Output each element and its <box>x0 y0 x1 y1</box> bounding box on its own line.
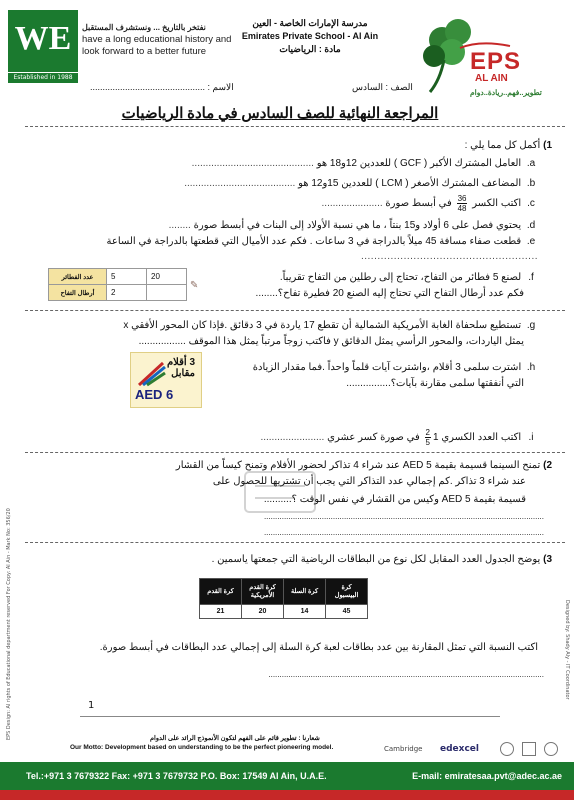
page-number: 1 <box>88 700 95 711</box>
table-header-row <box>200 579 368 605</box>
school-name-arabic: مدرسة الإمارات الخاصة - العين <box>252 18 368 28</box>
q1-item-c: c. اكتب الكسر $\frac{36}{48}$ في أبسط صورة ...................... <box>321 194 535 213</box>
q2-line3: قسيمة بقيمة 5 AED وكيس من القشار في نفس الوقت ؟.......... <box>263 494 526 505</box>
table-cell: أرطال التفاح <box>49 285 107 301</box>
answer-blank[interactable]: ........ <box>168 220 191 231</box>
answer-blank[interactable]: .............................................................................................................................. <box>263 528 544 537</box>
student-name-field[interactable]: الاسم : .............................................. <box>90 82 234 92</box>
q1-item-d: d. يحتوي فصل على 6 أولاد و15 بنتاً ، ما هي نسبة الأولاد إلى البنات في أبسط صورة ........ <box>168 220 536 231</box>
footer-divider <box>80 716 500 717</box>
pens-label: 3 أقلام مقابل <box>166 357 195 379</box>
pies-apples-table <box>48 268 187 301</box>
tagline-english-2: look forward to a better future <box>82 46 207 57</box>
table-cell: 21 <box>200 605 242 619</box>
divider <box>25 542 565 543</box>
side-copyright-text: EPS Design: Al rights of Educational department reserved For Copy: Al Ain - Mark No: 356/20 <box>6 508 12 740</box>
q1-item-f-line2: فكم عدد أرطال التفاح التي تحتاج إليه الصنع 20 فطيرة تفاح؟........ <box>255 288 524 299</box>
q1-item-e: e. قطعت صفاء مسافة 45 ميلاً بالدراجة في 3 ساعات . فكم عدد الأميال التي قطعتها بالدراجة في الساعة <box>106 236 536 247</box>
eps-logo-text: EPS <box>470 48 522 75</box>
q1-item-h-line2: التي أنفقتها سلمى مقارنة بآيات؟................ <box>346 378 524 389</box>
footer-contact: Tel.:+971 3 7679322 Fax: +971 3 7679732 P.O. Box: 17549 Al Ain, U.A.E. <box>26 771 327 781</box>
eps-tagline: تطوير..فهم..ريادة..دوام <box>470 88 542 97</box>
adec-logo-icon <box>544 742 558 756</box>
answer-blank[interactable]: ............................................ <box>191 158 314 169</box>
table-cell: عدد الفطائر <box>49 269 107 285</box>
q1-item-e-blank <box>361 251 538 262</box>
q2-line1: 2) تمنح السينما قسيمة بقيمة 5 AED عند شراء 4 تذاكر لحضور الأفلام وتمنح كيساً من القشار <box>175 460 552 471</box>
q3-question: اكتب النسبة التي تمثل المقارنة بين عدد بطاقات لعبة كرة السلة إلى إجمالي عدد البطاقات في أبسط صورة. <box>99 642 538 653</box>
footer-motto-english: Our Motto: Development based on understanding to be the perfect pioneering model. <box>70 744 334 751</box>
school-name-block <box>240 18 380 55</box>
answer-blank[interactable]: ............................................................................................................................ <box>268 670 544 679</box>
school-name-english: Emirates Private School - Al Ain <box>241 31 379 41</box>
pens-icon <box>137 359 167 387</box>
title-divider <box>25 126 565 127</box>
school-tagline <box>82 22 231 58</box>
answer-cell[interactable] <box>147 285 187 301</box>
side-designer-text: Designed by: Shady Aly - IT Coordinator <box>564 600 570 700</box>
table-cell: 5 <box>107 269 147 285</box>
table-cell: 45 <box>326 605 368 619</box>
tagline-arabic: نفتخر بالتاريخ ... ونستشرف المستقبل <box>82 23 206 32</box>
fraction: $\frac{2}{5}$ <box>425 428 430 447</box>
table-cell: 2 <box>107 285 147 301</box>
answer-blank[interactable]: .............................................................................................................................. <box>263 512 544 521</box>
footer-contact-bar <box>0 762 574 790</box>
table-row <box>49 285 187 301</box>
accreditation-seal-icon <box>500 742 514 756</box>
column-header: كرة السلة <box>284 579 326 605</box>
q1-item-f: f. لصنع 5 فطائر من التفاح، تحتاج إلى رطلين من التفاح تقريباً. <box>279 272 534 283</box>
q1-item-b: b. المضاعف المشترك الأصغر ( LCM ) للعددين 15و12 هو ........................................ <box>184 178 536 189</box>
edexcel-logo: edexcel <box>440 744 479 754</box>
divider <box>25 452 565 453</box>
accreditation-logos <box>380 740 570 760</box>
page-title: المراجعة النهائية للصف السادس في مادة الرياضيات <box>121 106 439 122</box>
watermark-logo <box>235 462 325 522</box>
table-cell: 14 <box>284 605 326 619</box>
column-header: كرة القدم <box>200 579 242 605</box>
ministry-logo-icon <box>522 742 536 756</box>
we-logo: WE <box>8 10 78 72</box>
q1-item-g-line2: يمثل الياردات، والمحور الرأسي يمثل الدقائق y فاكتب زوجاً مرتباً يمثل هذا الموقف ................. <box>138 336 524 347</box>
q1-item-i: i. اكتب العدد الكسري 1 $\frac{2}{5}$ في صورة كسر عشري ....................... <box>260 428 534 447</box>
q1-item-a: a. العامل المشترك الأكبر ( GCF ) للعددين 12و18 هو ............................................ <box>191 158 536 169</box>
answer-blank[interactable]: ...................................................... <box>360 251 538 262</box>
q1-item-h: h. اشترت سلمى 3 أقلام ،واشترت آيات قلماً واحداً .فما مقدار الزيادة <box>252 362 536 373</box>
fraction: $\frac{36}{48}$ <box>457 194 467 213</box>
established-label: Established in 1988 <box>8 73 78 83</box>
answer-blank[interactable]: ....................... <box>260 432 325 444</box>
divider <box>25 310 565 311</box>
column-header: كرة القدم الأمريكية <box>242 579 284 605</box>
table-row <box>200 605 368 619</box>
pens-price-image <box>130 352 202 408</box>
answer-blank[interactable]: ........................................ <box>184 178 296 189</box>
sports-cards-table <box>199 578 368 619</box>
table-cell: 20 <box>147 269 187 285</box>
tagline-english-1: have a long educational history and <box>82 34 232 45</box>
footer-red-stripe <box>0 790 574 800</box>
pens-price: AED 6 <box>135 387 174 402</box>
footer-motto-arabic: شعارنا : تطوير قائم على الفهم لتكون الأنموذج الرائد على الدوام <box>150 735 320 742</box>
table-cell: 20 <box>242 605 284 619</box>
cambridge-logo: Cambridge <box>384 745 423 753</box>
column-header: كرة البيسبول <box>326 579 368 605</box>
pencil-icon: ✎ <box>190 280 199 291</box>
q3-text: 3) يوضح الجدول العدد المقابل لكل نوع من البطاقات الرياضية التي جمعتها ياسمين . <box>211 554 552 565</box>
table-row <box>49 269 187 285</box>
subject-label: مادة : الرياضيات <box>279 44 341 54</box>
footer-email-link[interactable]: E-mail: emiratesaa.pvt@adec.ac.ae <box>412 771 562 781</box>
q1-item-g: g. تستطيع سلحفاة الغابة الأمريكية الشمالية أن تقطع 17 ياردة في 3 دقائق .فإذا كان المحور الأفقي x <box>123 320 536 331</box>
q2-line2: عند شراء 3 تذاكر .كم إجمالي عدد التذاكر التي يجب أن تشتريها للحصول على <box>212 476 526 487</box>
grade-label: الصف : السادس <box>352 82 413 92</box>
eps-logo-sub: AL AIN <box>475 73 508 84</box>
q1-intro: 1) أكمل كل مما يلي : <box>464 140 552 151</box>
answer-blank[interactable]: ...................... <box>321 198 383 210</box>
